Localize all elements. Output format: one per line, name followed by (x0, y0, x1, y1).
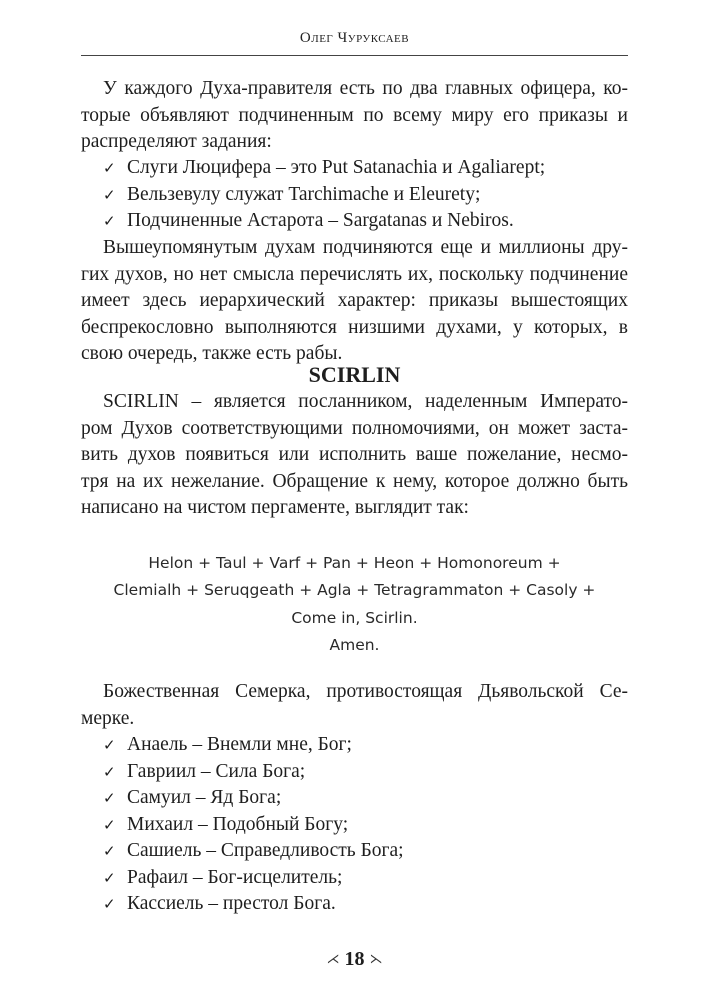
ornament-left-icon: ⋌ (326, 952, 340, 967)
text-line: распределяют задания: (81, 131, 272, 152)
section-heading: SCIRLIN (308, 362, 401, 387)
list-item (103, 865, 404, 892)
list-item-text: Кассиель – престол Бога. (127, 893, 336, 914)
page-number-value: 18 (344, 948, 365, 970)
paragraph-hierarchy (81, 235, 628, 368)
list-item (103, 759, 404, 786)
invocation-line: Clemialh + Seruqgeath + Agla + Tetragrammaton + Casoly + (113, 581, 596, 600)
text-line: Божественная Семерка, противостоящая Дьявольской Се- (103, 681, 628, 702)
list-item (103, 208, 545, 235)
checkmark-icon: ✓ (103, 842, 116, 860)
paragraph-divine-seven (81, 679, 628, 732)
invocation-line: Helon + Taul + Varf + Pan + Heon + Homonoreum + (148, 554, 561, 572)
text-line: ром Духов соответствующими полномочиями, он может заста- (81, 417, 628, 439)
checkmark-icon: ✓ (103, 868, 116, 887)
divine-seven-list (103, 732, 404, 918)
text-line: гих духов, но нет смысла перечислять их, поскольку подчинение (81, 263, 628, 285)
list-item-text: Сашиель – Справедливость Бога; (127, 840, 404, 861)
invocation-text (81, 550, 628, 659)
checkmark-icon: ✓ (103, 185, 116, 204)
running-head: Олег Чуруксаев (299, 30, 410, 46)
checkmark-icon: ✓ (103, 736, 116, 754)
paragraph-officers (81, 76, 628, 156)
text-line: свою очередь, также есть рабы. (81, 343, 343, 364)
list-item-text: Михаил – Подобный Богу; (127, 813, 349, 835)
checkmark-icon: ✓ (103, 159, 116, 177)
list-item-text: Анаель – Внемли мне, Бог; (127, 734, 352, 755)
text-line: вить духов появиться или исполнить ваше пожелание, несмо- (81, 444, 628, 465)
text-line: тря на их нежелание. Обращение к нему, которое должно быть (81, 470, 628, 492)
invocation-line: Come in, Scirlin. (291, 608, 418, 627)
checkmark-icon: ✓ (103, 789, 116, 807)
ornament-right-icon: ⋋ (369, 952, 383, 967)
text-line: SCIRLIN – является посланником, наделенным Императо- (103, 391, 628, 412)
list-item-text: Рафаил – Бог-исцелитель; (127, 866, 343, 888)
list-item-text: Самуил – Яд Бога; (127, 787, 282, 808)
book-page (81, 0, 628, 1000)
list-item (103, 891, 404, 918)
checkmark-icon: ✓ (103, 762, 116, 781)
invocation-line: Amen. (329, 635, 380, 654)
text-line: беспрекословно выполняются низшими духами, у которых, в (81, 316, 628, 338)
text-line: мерке. (81, 707, 135, 729)
list-item (103, 812, 404, 839)
list-item (103, 182, 545, 209)
list-item-text: Вельзевулу служат Tarchimache и Eleurety; (127, 183, 481, 205)
list-item (103, 838, 404, 865)
text-line: написано на чистом пергаменте, выглядит так: (81, 497, 469, 518)
list-item-text: Гавриил – Сила Бога; (127, 760, 306, 782)
checkmark-icon: ✓ (103, 895, 116, 913)
checkmark-icon: ✓ (103, 212, 116, 230)
text-line: имеет здесь иерархический характер: приказы вышестоящих (81, 290, 628, 311)
checkmark-icon: ✓ (103, 815, 116, 834)
text-line: У каждого Духа-правителя есть по два главных офицера, ко- (103, 78, 628, 99)
list-item-text: Слуги Люцифера – это Put Satanachia и Agaliarept; (127, 157, 546, 178)
paragraph-scirlin (81, 389, 628, 522)
list-item-text: Подчиненные Астарота – Sargatanas и Nebiros. (127, 210, 514, 231)
text-line: торые объявляют подчиненным по всему миру его приказы и (81, 104, 628, 126)
header-rule (81, 55, 628, 56)
page-number (81, 948, 628, 971)
text-line: Вышеупомянутым духам подчиняются еще и миллионы дру- (103, 237, 628, 258)
list-item (103, 785, 404, 812)
list-item (103, 155, 545, 182)
list-item (103, 732, 404, 759)
officers-list (103, 155, 545, 235)
